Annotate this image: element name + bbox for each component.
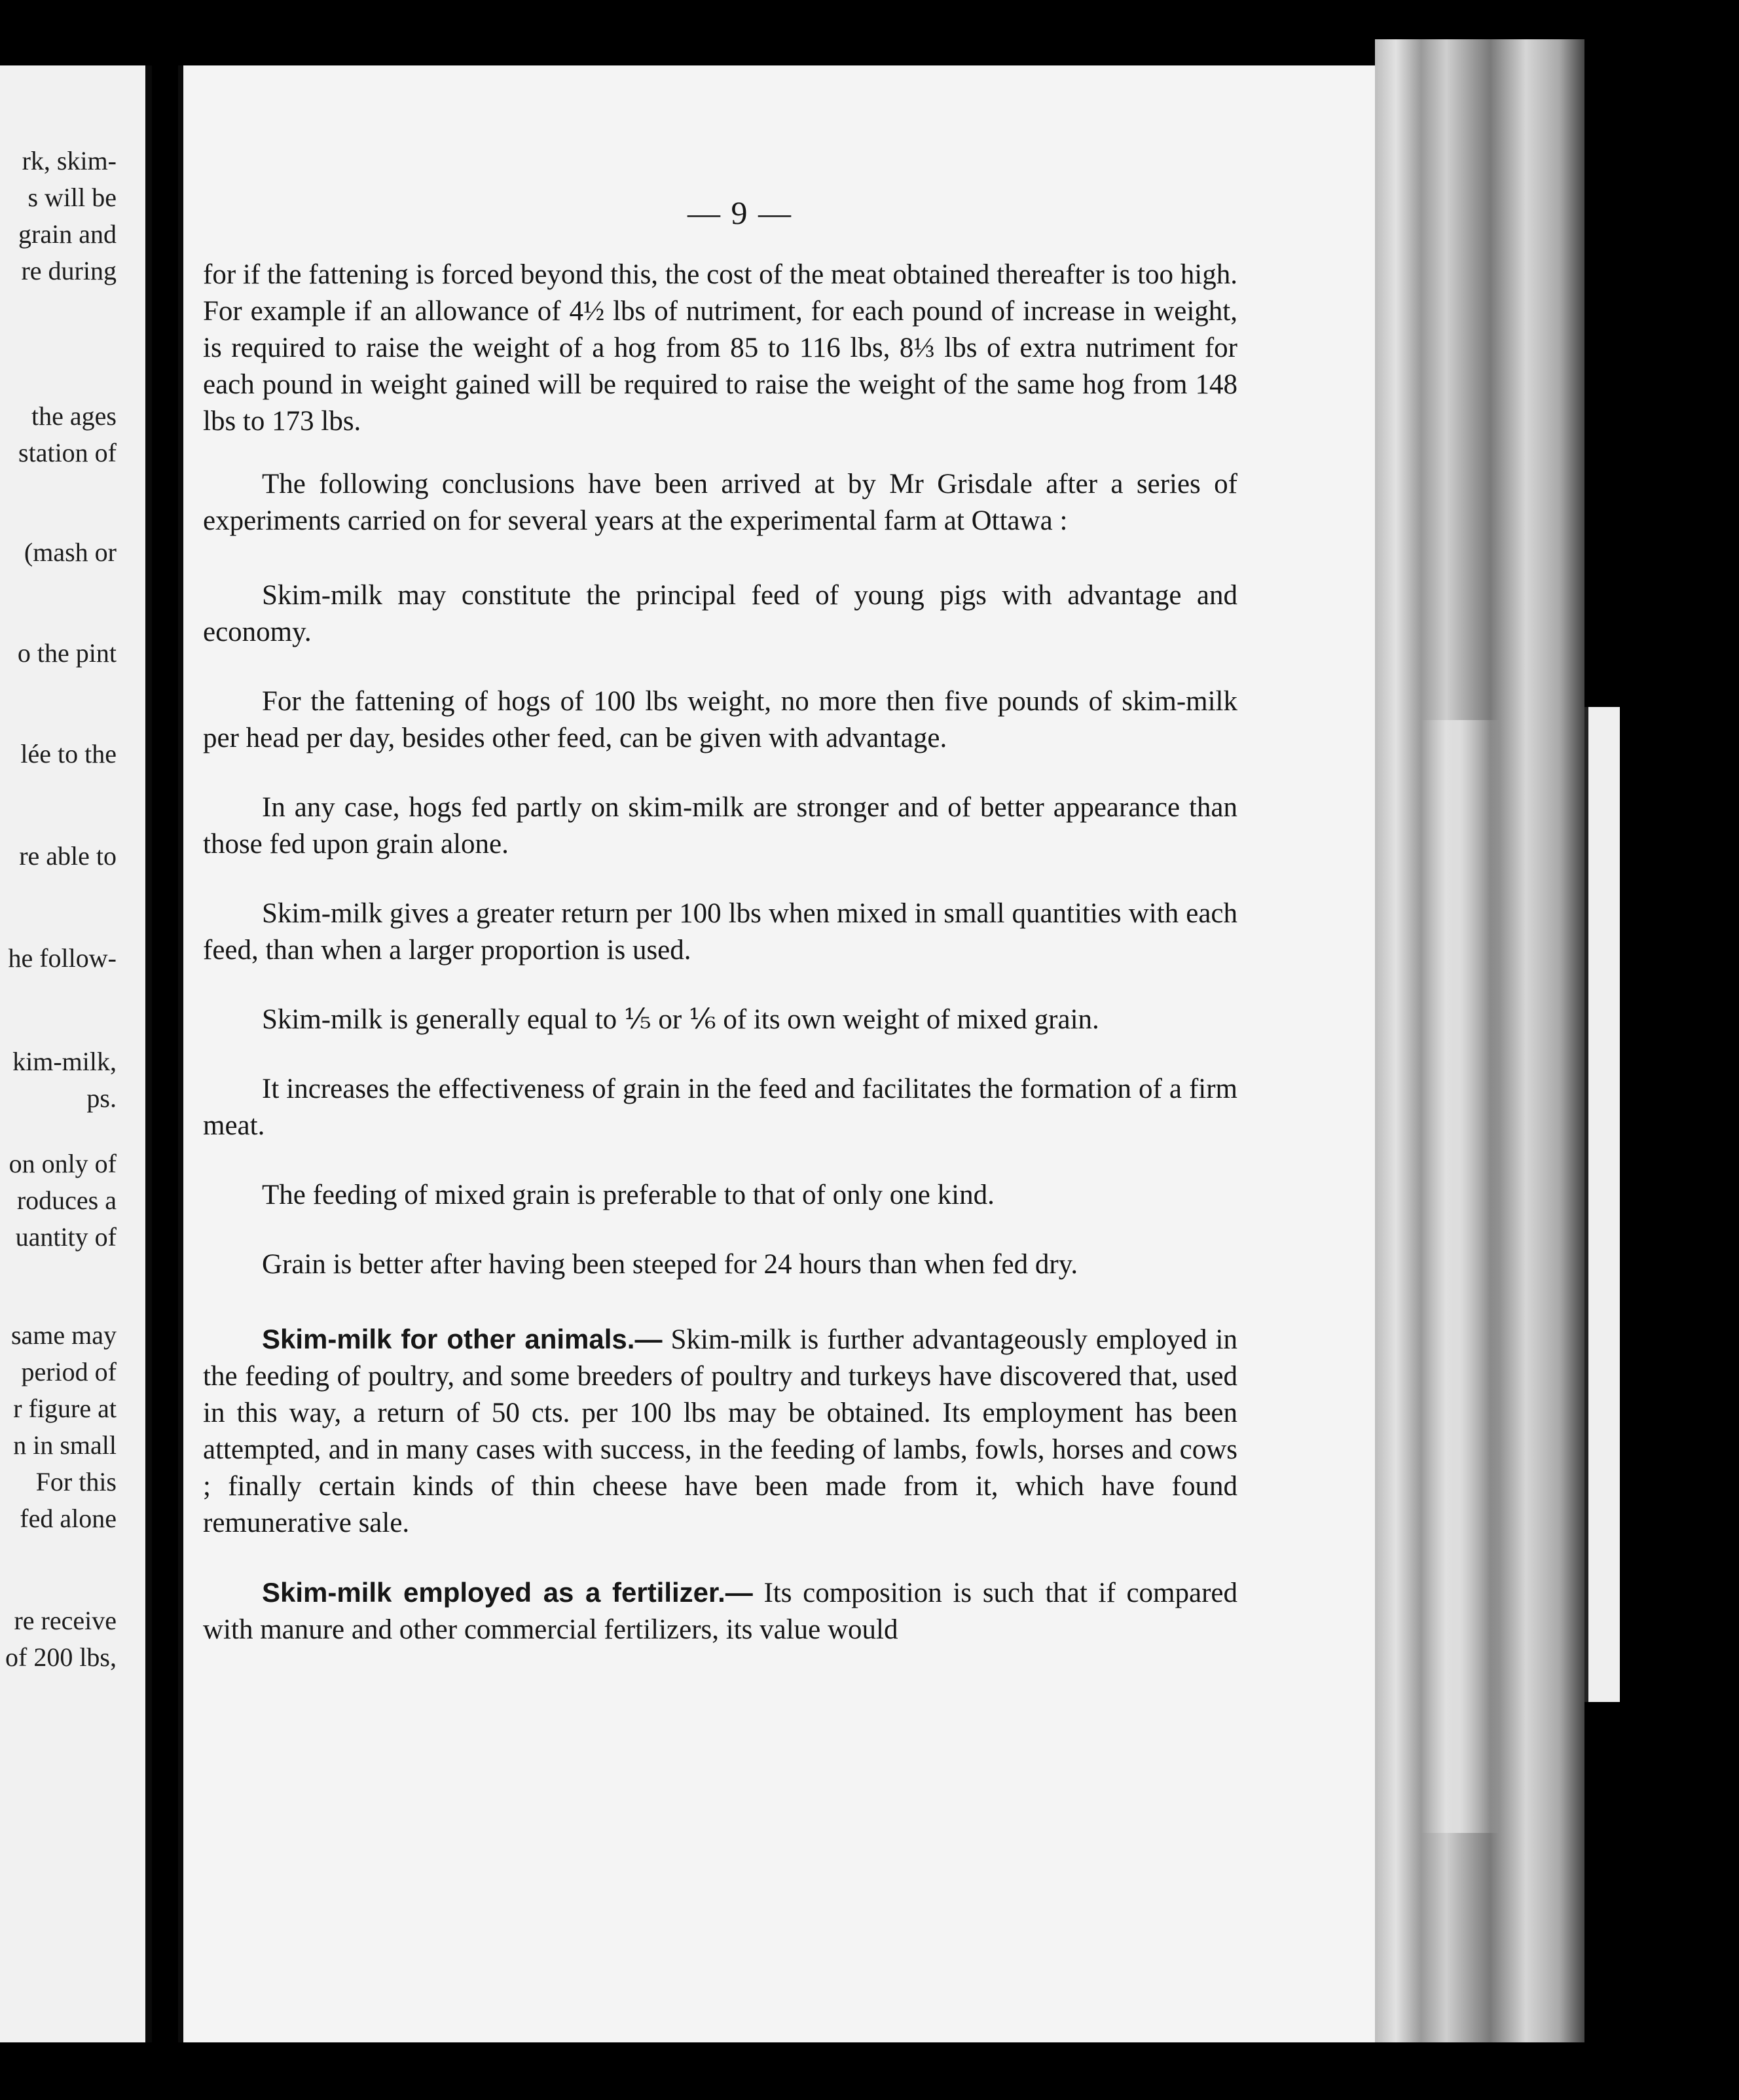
facing-page-line: re during [21, 256, 117, 285]
paragraph-continuation: for if the fattening is forced beyond this, the cost of the meat obtained thereafter is too high. For example if an allowance of 4½ lbs of nutriment, for each pound of increase in weight, is required to raise the weight of a hog from 85 to 116 lbs, 8⅓ lbs of extra nutriment for each pound in weight gained will be required to raise the weight of the same hog from 148 lbs to 173 lbs. [203, 259, 1237, 437]
facing-page-line: station of [18, 438, 117, 467]
facing-page-line: re able to [19, 841, 117, 871]
paragraph-conclusion: It increases the effectiveness of grain in the feed and facilitates the formation of a firm meat. [203, 1074, 1237, 1141]
facing-page-line: o the pint [17, 638, 117, 668]
facing-page-line: grain and [18, 219, 117, 249]
facing-page-line: n in small [13, 1430, 117, 1460]
section-heading: Skim-milk for other animals.— [262, 1324, 663, 1354]
page-edge-highlight [1421, 720, 1499, 1833]
facing-page-line: uantity of [15, 1222, 117, 1252]
facing-page-line: he follow- [8, 943, 117, 973]
paragraph-conclusion: Grain is better after having been steeped for 24 hours than when fed dry. [262, 1249, 1078, 1280]
facing-page-line: roduces a [16, 1186, 117, 1215]
facing-page-line: r figure at [13, 1394, 117, 1423]
paragraph-conclusion: In any case, hogs fed partly on skim-milk are stronger and of better appearance than those fed upon grain alone. [203, 792, 1237, 860]
section-body: Its composition is such that if compared with manure and other commercial fertilizers, its value would [203, 1578, 1237, 1645]
paragraph-conclusion: Skim-milk may constitute the principal feed of young pigs with advantage and economy. [203, 580, 1237, 647]
page-number-header: — 9 — [687, 194, 792, 231]
facing-page-line: fed alone [20, 1504, 117, 1533]
section-body: Skim-milk is further advantageously employed in the feeding of poultry, and some breeders of poultry and turkeys have discovered that, used in this way, a return of 50 cts. per 100 lbs may be obtained. Its employment has been attempted, and in many cases with success, in the feeding of lambs, fowls, horses and cows ; finally certain kinds of thin cheese have been made from it, which have found remunerative sale. [203, 1324, 1237, 1538]
facing-page-line: rk, skim- [22, 146, 117, 175]
facing-page-line: same may [10, 1320, 117, 1350]
facing-page-left [0, 65, 152, 2042]
section-other-animals [203, 1321, 1237, 1542]
facing-page-line: on only of [9, 1149, 117, 1178]
paragraph-conclusion: Skim-milk gives a greater return per 100 lbs when mixed in small quantities with each feed, than when a larger proportion is used. [203, 898, 1237, 966]
facing-page-line: lée to the [20, 739, 117, 769]
paragraph-conclusions-intro: The following conclusions have been arrived at by Mr Grisdale after a series of experiments carried on for several years at the experimental farm at Ottawa : [203, 469, 1237, 536]
section-fertilizer [203, 1574, 1237, 1648]
facing-page-line: period of [21, 1357, 117, 1386]
paragraph-conclusion: Skim-milk is generally equal to ⅕ or ⅙ of its own weight of mixed grain. [262, 1004, 1099, 1035]
facing-page-line: s will be [27, 183, 117, 212]
facing-page-line: re receive [14, 1606, 117, 1635]
facing-page-line: the ages [31, 401, 117, 431]
paragraph-conclusion: For the fattening of hogs of 100 lbs weight, no more then five pounds of skim-milk per head per day, besides other feed, can be given with advantage. [203, 686, 1237, 753]
facing-page-line: For this [35, 1467, 117, 1496]
facing-page-line: (mash or [24, 537, 117, 567]
section-heading: Skim-milk employed as a fertilizer.— [262, 1577, 753, 1608]
page-edge-notch [1584, 707, 1620, 1702]
paragraph-conclusion: The feeding of mixed grain is preferable to that of only one kind. [262, 1180, 995, 1210]
facing-page-line: ps. [86, 1083, 117, 1113]
facing-page-line: kim-milk, [12, 1047, 117, 1076]
body-text [203, 257, 1237, 1648]
facing-page-line: of 200 lbs, [5, 1642, 117, 1672]
